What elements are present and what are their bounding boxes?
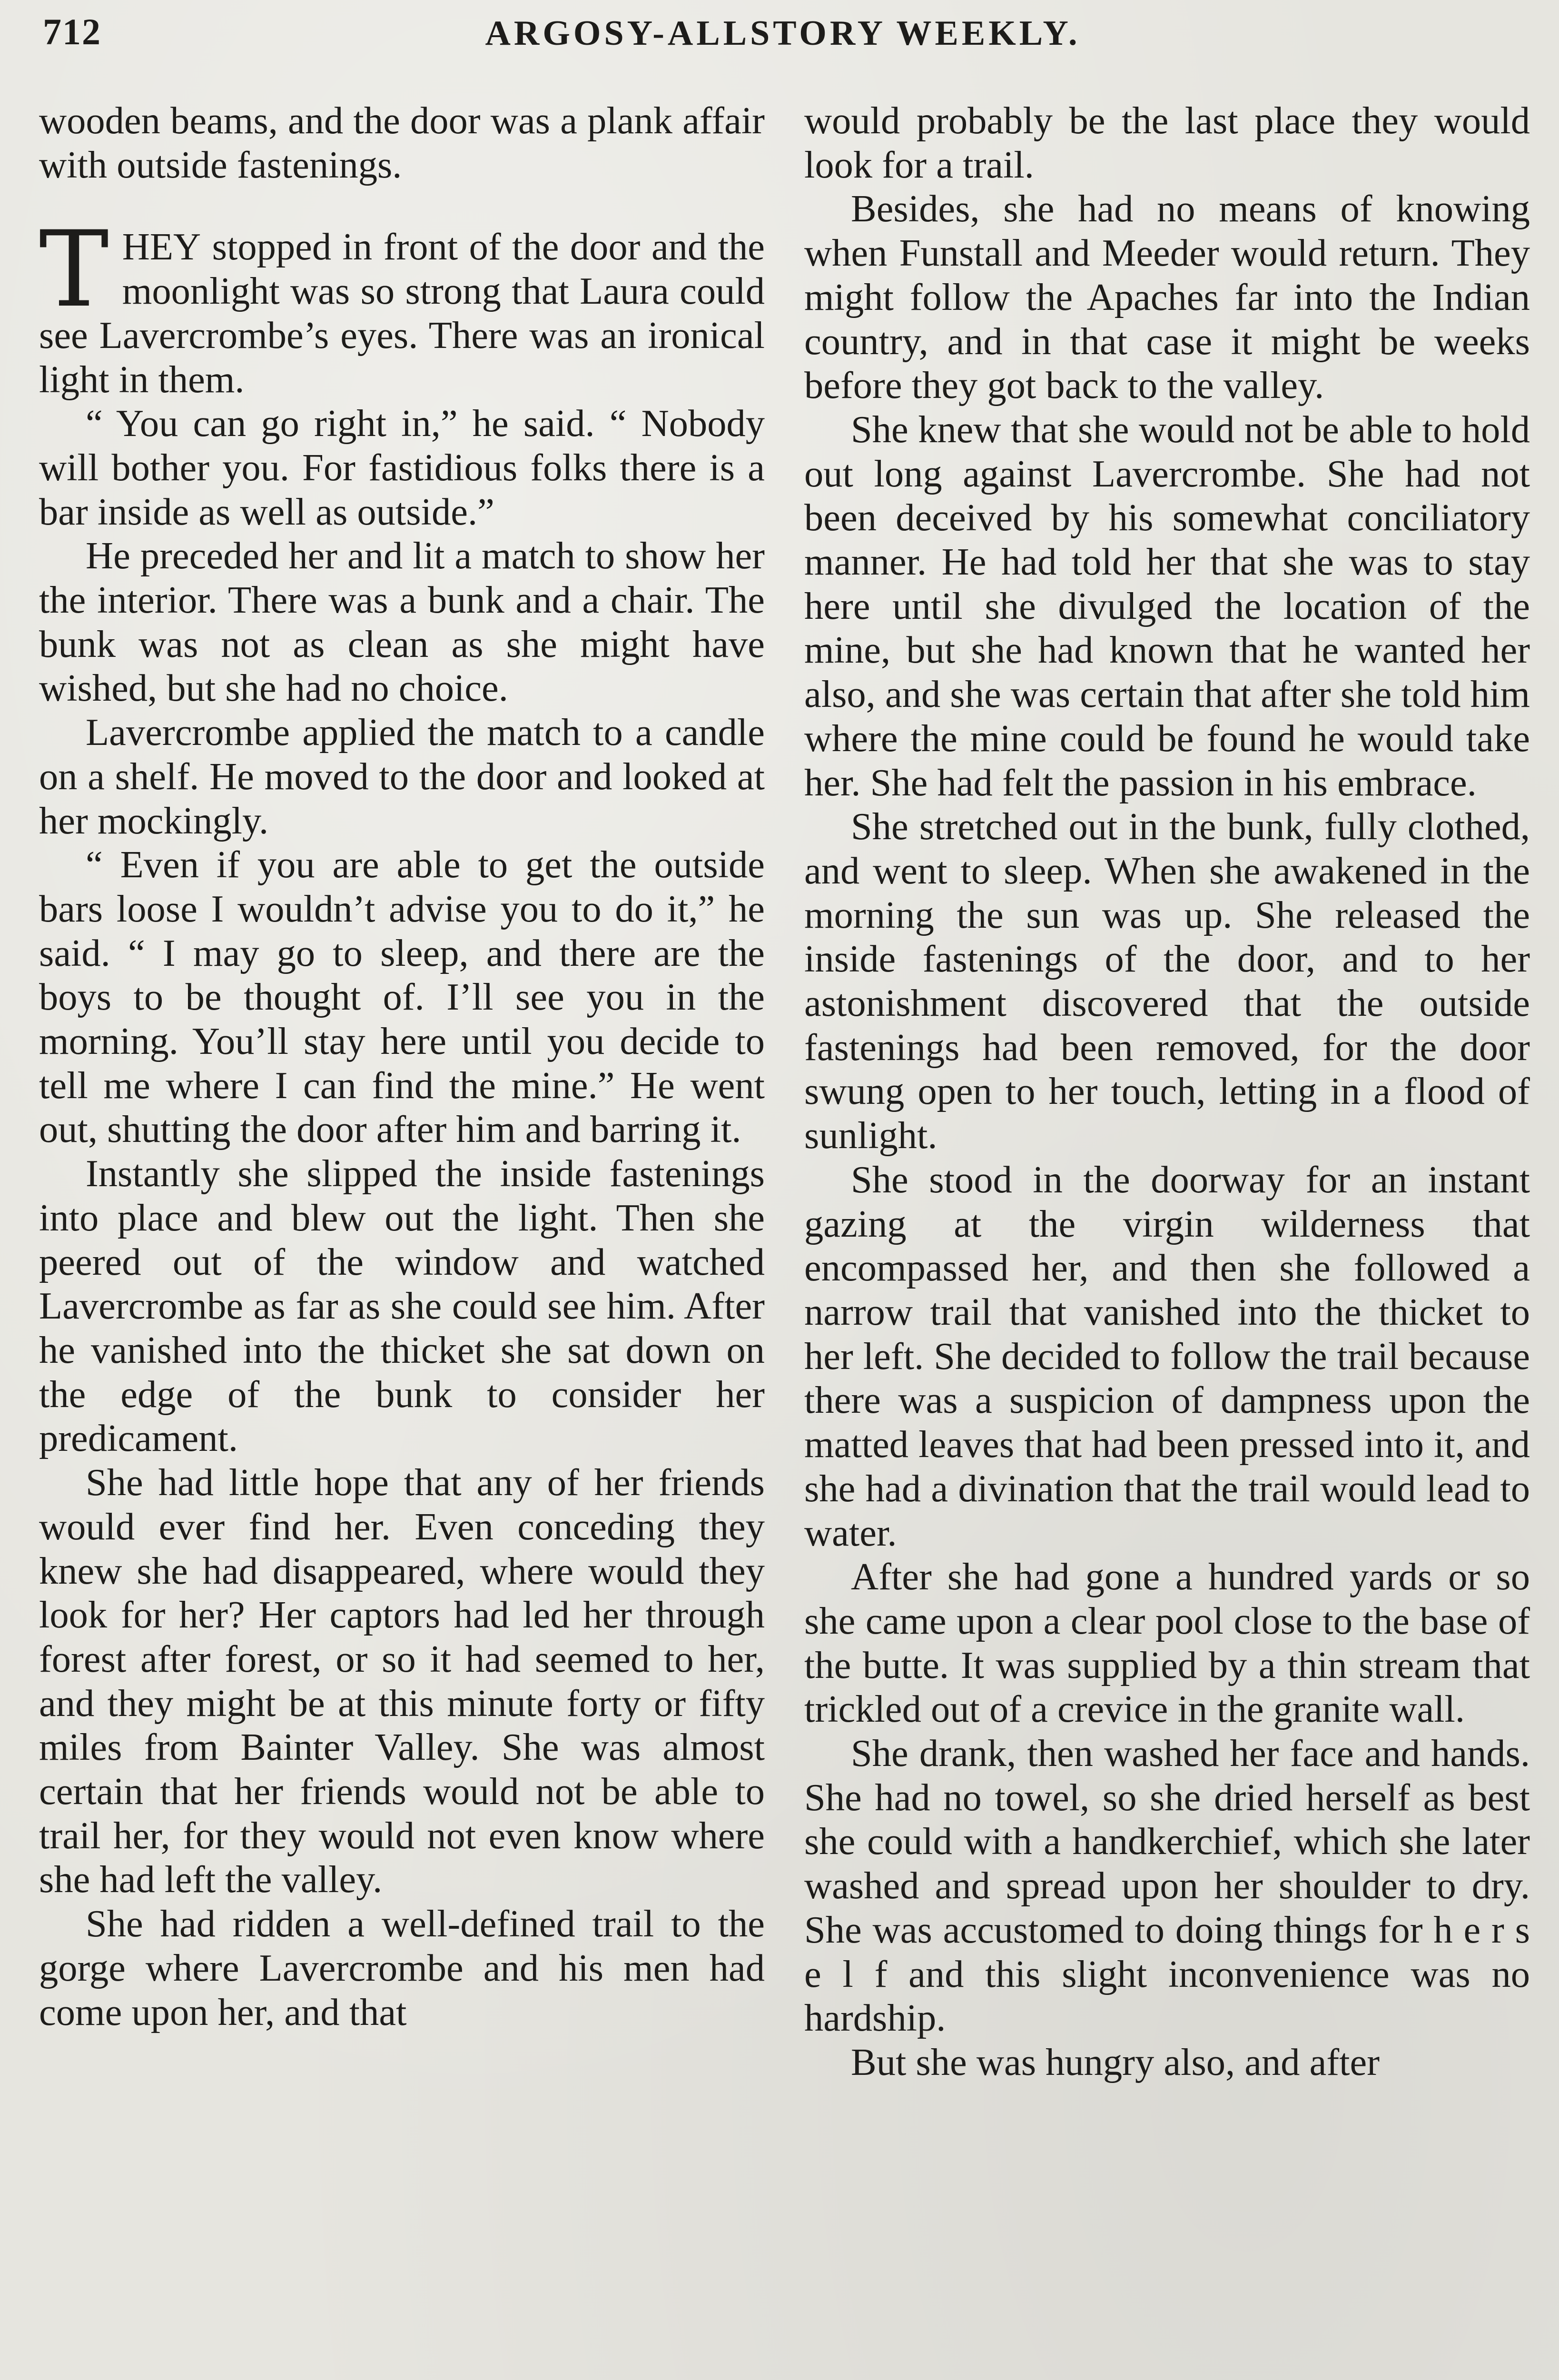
paragraph: She stood in the doorway for an instant gazing at the virgin wilderness that encompassed her, and then she followed a narrow trail that vanished into the thicket to her left. She decided to follow the trail because there was a suspicion of dampness upon the matted leaves that had been pressed into it, and she had a divination that the trail would lead to water. xyxy=(804,1158,1530,1554)
paragraph: Besides, she had no means of knowing when Funstall and Meeder would return. They might follow the Apaches far into the Indian country, and in that case it might be weeks before they got back to the valley. xyxy=(804,188,1530,407)
running-title: ARGOSY-ALLSTORY WEEKLY. xyxy=(485,14,1081,53)
drop-cap: T xyxy=(39,208,109,331)
page-number: 712 xyxy=(43,11,101,52)
paragraph-text: stopped in front of the door and the moonlight was so strong that Laura could see Lavercrombe’s eyes. There was an ironical light in them. xyxy=(39,226,765,401)
paragraph: would probably be the last place they would look for a trail. xyxy=(804,99,1530,186)
paragraph: She knew that she would not be able to hold out long against Lavercrombe. She had not been deceived by his somewhat conciliatory manner. He had told her that she was to stay here until she divulged the location of the mine, but she had known that he wanted her also, and she was certain that after she told him where the mine could be found he would take her. She had felt the passion in his embrace. xyxy=(804,408,1530,804)
paragraph: “ Even if you are able to get the outside bars loose I wouldn’t advise you to do it,” he said. “ I may go to sleep, and there are the boys to be thought of. I’ll see you in the morning. You’ll stay here until you decide to tell me where I can find the mine.” He went out, shutting the door after him and barring it. xyxy=(39,843,765,1151)
left-column xyxy=(39,99,765,2034)
paragraph: She had little hope that any of her friends would ever find her. Even conceding they knew she had disappeared, where would they look for her? Her captors had led her through forest after forest, or so it had seemed to her, and they might be at this minute forty or fifty miles from Bainter Valley. She was almost certain that her friends would not be able to trail her, for they would not even know where she had left the valley. xyxy=(39,1461,765,1901)
paragraph: Instantly she slipped the inside fastenings into place and blew out the light. Then she peered out of the window and watched Lavercrombe as far as she could see him. After he vanished into the thicket she sat down on the edge of the bunk to consider her predicament. xyxy=(39,1152,765,1460)
paragraph: She stretched out in the bunk, fully clothed, and went to sleep. When she awakened in the morning the sun was up. She released the inside fastenings of the door, and to her astonishment discovered that the outside fastenings had been removed, for the door swung open to her touch, letting in a flood of sunlight. xyxy=(804,805,1530,1157)
paragraph: But she was hungry also, and after xyxy=(851,2041,1380,2083)
paragraph: She drank, then washed her face and hands. She had no towel, so she dried herself as best she could with a handkerchief, which she later washed and spread upon her shoulder to dry. She was accustomed to doing things for h e r s e l f and this slight inconvenience was no hardship. xyxy=(804,1732,1530,2040)
opening-word: HEY xyxy=(122,226,201,268)
paragraph: She had ridden a well-defined trail to the gorge where Lavercrombe and his men had come upon her, and that xyxy=(39,1903,765,2033)
paragraph: After she had gone a hundred yards or so she came upon a clear pool close to the base of the butte. It was supplied by a thin stream that trickled out of a crevice in the granite wall. xyxy=(804,1556,1530,1731)
paragraph: Lavercrombe applied the match to a candle on a shelf. He moved to the door and looked at her mockingly. xyxy=(39,711,765,842)
page-header xyxy=(43,10,1523,63)
paragraph: He preceded her and lit a match to show her the interior. There was a bunk and a chair. The bunk was not as clean as she might have wished, but she had no choice. xyxy=(39,535,765,710)
paragraph: wooden beams, and the door was a plank affair with outside fastenings. xyxy=(39,99,765,186)
paragraph: “ You can go right in,” he said. “ Nobody will bother you. For fastidious folks there is a bar inside as well as outside.” xyxy=(39,402,765,533)
chapter-opening-paragraph xyxy=(39,208,765,402)
right-column xyxy=(804,99,1530,2085)
